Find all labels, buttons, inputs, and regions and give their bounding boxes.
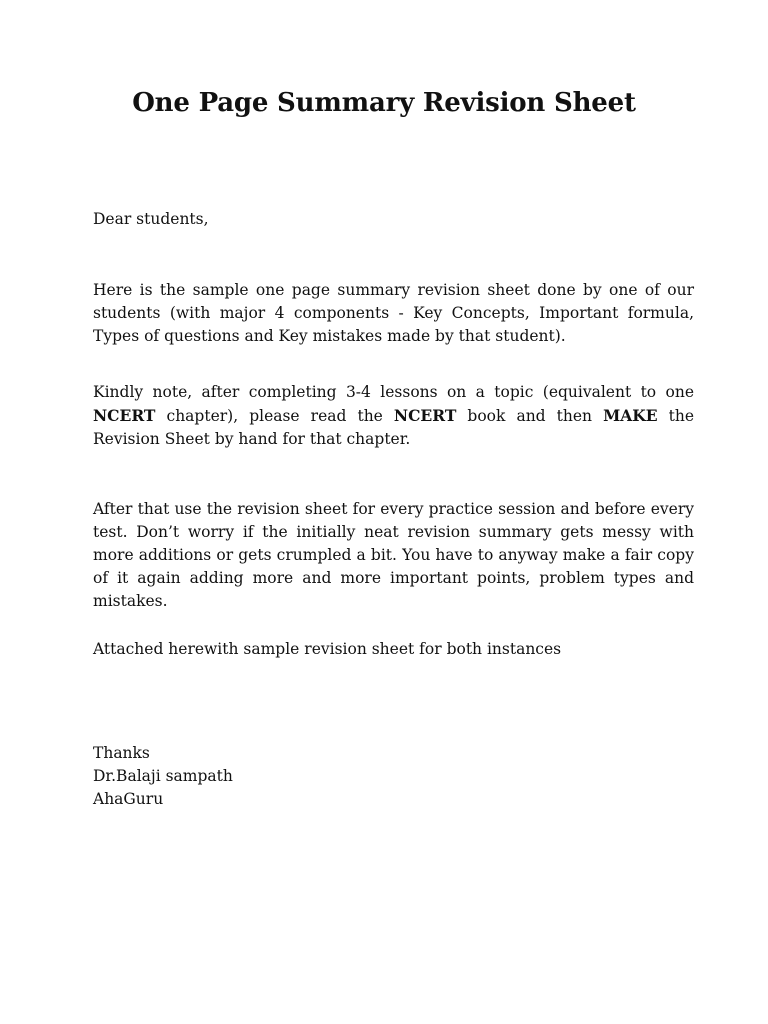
paragraph-attachment: Attached herewith sample revision sheet for both instances — [93, 640, 562, 658]
paragraph-instructions-part2: chapter), please read the — [155, 407, 394, 425]
ncert-emphasis-1: NCERT — [93, 406, 156, 425]
signoff-block — [93, 742, 694, 811]
paragraph-instructions-part3: book and then — [456, 407, 604, 425]
ncert-emphasis-2: NCERT — [393, 406, 457, 425]
page-title: One Page Summary Revision Sheet — [132, 88, 636, 118]
signoff-thanks: Thanks — [93, 744, 150, 762]
paragraph-instructions-part1: Kindly note, after completing 3-4 lessons on a topic (equivalent to one — [93, 383, 694, 401]
paragraph-instructions — [93, 381, 694, 451]
paragraph-usage: After that use the revision sheet for every practice session and before every test. Don’t worry if the initially neat revision summary gets messy with more additions or gets crumpled a bit. You have to anyway make a fair copy of it again adding more and more important points, problem types and mistakes. — [93, 500, 694, 610]
paragraph-intro: Here is the sample one page summary revision sheet done by one of our students (with major 4 components - Key Concepts, Important formula, Types of questions and Key mistakes made by that student). — [93, 281, 694, 345]
salutation: Dear students, — [93, 210, 209, 228]
signoff-organization: AhaGuru — [93, 790, 164, 808]
paragraph-instructions-part4: the Revision Sheet by hand for that chapter. — [93, 407, 695, 448]
make-emphasis: MAKE — [603, 406, 658, 425]
signoff-name: Dr.Balaji sampath — [93, 767, 233, 785]
